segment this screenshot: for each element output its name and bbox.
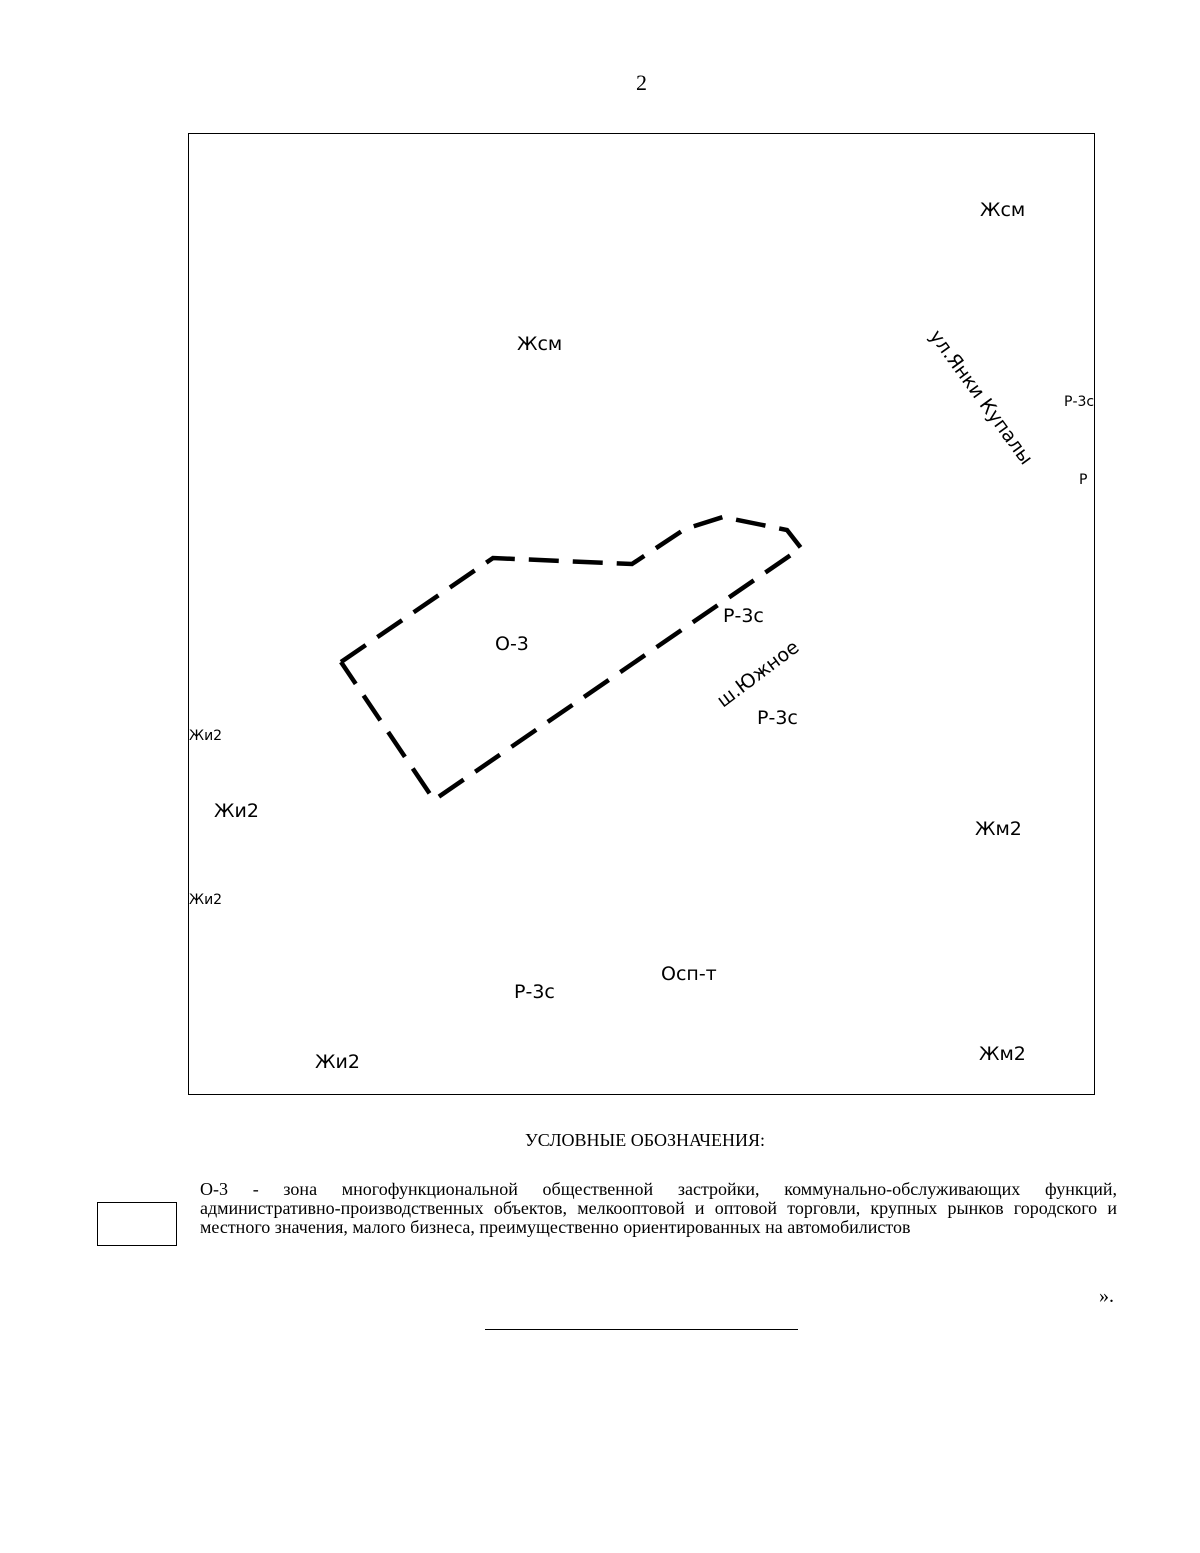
closing-quote: ». (1099, 1285, 1114, 1307)
legend-swatch-o3 (97, 1202, 177, 1246)
zone-label-zhi2-left-small-1: Жи2 (189, 728, 223, 744)
zone-label-zhi2-left: Жи2 (214, 800, 259, 822)
zone-label-zhsm-top-right: Жсм (980, 199, 1026, 221)
zone-label-o3: О-3 (495, 633, 529, 655)
separator-line (485, 1329, 798, 1330)
zone-label-zhsm-center: Жсм (517, 333, 563, 355)
zone-label-zhm2-right: Жм2 (975, 818, 1022, 840)
legend-description-o3: О-3 - зона многофункциональной общественной застройки, коммунально-обслуживающих функций, административно-производственных объектов, мелкооптовой и оптовой торговли, крупных рынков городского и местного значения, малого бизнеса, преимущественно ориентированных на автомобилистов (200, 1179, 1117, 1238)
zone-label-r3s-upper: Р-3с (723, 605, 764, 627)
zone-label-zhi2-bottom: Жи2 (315, 1051, 360, 1073)
street-label-yuzhnoe: ш.Южное (712, 636, 804, 712)
zone-label-r3s-bottom: Р-3с (514, 981, 555, 1003)
street-label-yanki-kupaly: ул.Янки Купалы (924, 325, 1038, 469)
o3-zone-boundary (341, 517, 804, 800)
zoning-map (188, 133, 1095, 1095)
legend-title: УСЛОВНЫЕ ОБОЗНАЧЕНИЯ: (525, 1130, 765, 1150)
page-number: 2 (636, 70, 647, 95)
zone-label-osp-t: Осп-т (661, 963, 717, 985)
zone-label-zhm2-bottom-right: Жм2 (979, 1043, 1026, 1065)
map-drawing (189, 134, 1095, 1095)
zone-label-r-right-edge: Р (1079, 472, 1088, 488)
zone-label-zhi2-left-small-2: Жи2 (189, 892, 223, 908)
zone-label-r3s-middle: Р-3с (757, 707, 798, 729)
zone-label-r3s-right-edge: Р-3с (1064, 394, 1095, 410)
